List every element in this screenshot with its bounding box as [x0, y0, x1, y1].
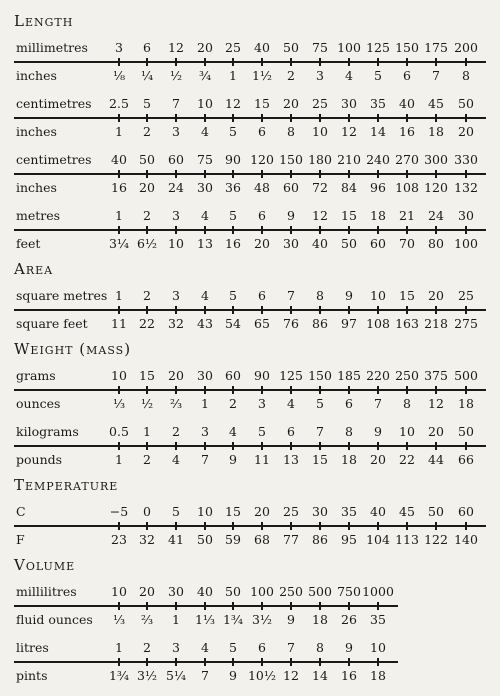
value-cell: 68 [254, 532, 270, 547]
value-cell: 125 [366, 40, 390, 55]
value-cell: 2.5 [109, 96, 129, 111]
value-cell: 48 [254, 180, 270, 195]
value-cell: 15 [341, 208, 357, 223]
value-cell: 10½ [247, 668, 277, 683]
section-heading-area: Area [14, 260, 54, 278]
value-cell: 35 [370, 612, 386, 627]
value-cell: 45 [428, 96, 444, 111]
value-cell: 2 [143, 124, 151, 139]
value-cell: 3 [258, 396, 266, 411]
value-cell: 125 [279, 368, 303, 383]
value-cell: 72 [312, 180, 328, 195]
value-cell: 163 [395, 316, 419, 331]
value-cell: 122 [424, 532, 448, 547]
value-cell: 185 [337, 368, 361, 383]
unit-label: square feet [16, 316, 88, 331]
value-cell: 7 [316, 424, 324, 439]
value-cell: 12 [225, 96, 241, 111]
value-cell: 18 [428, 124, 444, 139]
value-cell: 10 [168, 236, 184, 251]
value-cell: 50 [139, 152, 155, 167]
value-cell: 30 [197, 180, 213, 195]
unit-label: metres [16, 208, 61, 223]
value-cell: 41 [168, 532, 184, 547]
section-heading-volume: Volume [14, 556, 76, 574]
value-cell: 32 [139, 532, 155, 547]
value-cell: ⅔ [169, 396, 183, 411]
value-cell: 35 [370, 96, 386, 111]
unit-label: grams [16, 368, 56, 383]
value-cell: 1½ [251, 68, 273, 83]
value-cell: ⅓ [112, 612, 126, 627]
value-cell: ⅓ [112, 396, 126, 411]
value-cell: 30 [168, 584, 184, 599]
value-cell: 8 [403, 396, 411, 411]
value-cell: 7 [374, 396, 382, 411]
value-cell: 15 [312, 452, 328, 467]
value-cell: 1 [143, 424, 151, 439]
value-cell: 96 [370, 180, 386, 195]
value-cell: 18 [312, 612, 328, 627]
value-cell: 108 [366, 316, 390, 331]
value-cell: 30 [283, 236, 299, 251]
value-cell: 13 [283, 452, 299, 467]
value-cell: 100 [454, 236, 478, 251]
value-cell: 500 [308, 584, 332, 599]
value-cell: 8 [316, 640, 324, 655]
value-cell: 6½ [136, 236, 158, 251]
value-cell: 12 [341, 124, 357, 139]
value-cell: 40 [312, 236, 328, 251]
value-cell: 750 [337, 584, 361, 599]
value-cell: ⅛ [112, 68, 126, 83]
unit-label: centimetres [16, 96, 92, 111]
unit-label: kilograms [16, 424, 79, 439]
value-cell: 20 [254, 504, 270, 519]
value-cell: 200 [454, 40, 478, 55]
value-cell: 10 [399, 424, 415, 439]
value-cell: 18 [370, 668, 386, 683]
value-cell: 90 [225, 152, 241, 167]
value-cell: 1 [115, 640, 123, 655]
value-cell: 3½ [136, 668, 158, 683]
value-cell: 210 [337, 152, 361, 167]
value-cell: 84 [341, 180, 357, 195]
value-cell: 10 [370, 288, 386, 303]
value-cell: 7 [432, 68, 440, 83]
value-cell: 7 [287, 288, 295, 303]
value-cell: 1 [115, 124, 123, 139]
value-cell: 6 [345, 396, 353, 411]
unit-label: fluid ounces [16, 612, 93, 627]
value-cell: 60 [370, 236, 386, 251]
scale-line [14, 117, 486, 119]
value-cell: 12 [283, 668, 299, 683]
value-cell: 15 [399, 288, 415, 303]
unit-label: feet [16, 236, 41, 251]
value-cell: 50 [341, 236, 357, 251]
value-cell: 100 [250, 584, 274, 599]
value-cell: 10 [197, 96, 213, 111]
value-cell: 60 [168, 152, 184, 167]
value-cell: 14 [312, 668, 328, 683]
value-cell: 20 [370, 452, 386, 467]
value-cell: 113 [395, 532, 419, 547]
value-cell: 45 [399, 504, 415, 519]
value-cell: 25 [283, 504, 299, 519]
value-cell: 9 [229, 668, 237, 683]
section-heading-weight-mass: Weight (mass) [14, 340, 132, 358]
value-cell: 16 [111, 180, 127, 195]
value-cell: 30 [197, 368, 213, 383]
value-cell: 16 [399, 124, 415, 139]
value-cell: 140 [454, 532, 478, 547]
value-cell: 8 [287, 124, 295, 139]
value-cell: 44 [428, 452, 444, 467]
value-cell: 7 [201, 452, 209, 467]
value-cell: 4 [201, 208, 209, 223]
value-cell: 1 [172, 612, 180, 627]
value-cell: 104 [366, 532, 390, 547]
value-cell: 2 [143, 288, 151, 303]
value-cell: 2 [229, 396, 237, 411]
value-cell: 2 [172, 424, 180, 439]
value-cell: 18 [370, 208, 386, 223]
value-cell: 175 [424, 40, 448, 55]
value-cell: 1 [201, 396, 209, 411]
value-cell: 3 [172, 640, 180, 655]
value-cell: 8 [316, 288, 324, 303]
unit-label: inches [16, 68, 57, 83]
section-heading-length: Length [14, 12, 74, 30]
value-cell: 5 [229, 208, 237, 223]
value-cell: ½ [140, 396, 154, 411]
value-cell: 18 [458, 396, 474, 411]
value-cell: 1¾ [108, 668, 130, 683]
scale-line [14, 661, 398, 663]
imperial-row-pounds [0, 448, 500, 476]
value-cell: 20 [458, 124, 474, 139]
value-cell: 2 [143, 640, 151, 655]
value-cell: 50 [458, 424, 474, 439]
value-cell: 150 [279, 152, 303, 167]
section-heading-temperature: Temperature [14, 476, 119, 494]
value-cell: ½ [169, 68, 183, 83]
value-cell: 2 [143, 452, 151, 467]
imperial-row-f [0, 528, 500, 556]
value-cell: 150 [308, 368, 332, 383]
value-cell: 30 [341, 96, 357, 111]
unit-label: ounces [16, 396, 61, 411]
value-cell: 50 [458, 96, 474, 111]
value-cell: 3¼ [108, 236, 130, 251]
value-cell: 22 [399, 452, 415, 467]
unit-label: inches [16, 180, 57, 195]
value-cell: 7 [287, 640, 295, 655]
value-cell: 9 [229, 452, 237, 467]
value-cell: 330 [454, 152, 478, 167]
value-cell: 12 [312, 208, 328, 223]
value-cell: 150 [395, 40, 419, 55]
value-cell: 9 [287, 208, 295, 223]
scale-line [14, 309, 486, 311]
value-cell: 43 [197, 316, 213, 331]
value-cell: 15 [139, 368, 155, 383]
value-cell: 12 [168, 40, 184, 55]
value-cell: 120 [424, 180, 448, 195]
value-cell: 1⅓ [194, 612, 216, 627]
value-cell: 12 [428, 396, 444, 411]
value-cell: 77 [283, 532, 299, 547]
value-cell: 25 [458, 288, 474, 303]
unit-label: litres [16, 640, 49, 655]
unit-label: millimetres [16, 40, 88, 55]
value-cell: 4 [172, 452, 180, 467]
unit-label: F [16, 532, 25, 547]
value-cell: 3 [115, 40, 123, 55]
value-cell: 54 [225, 316, 241, 331]
value-cell: 23 [111, 532, 127, 547]
value-cell: 240 [366, 152, 390, 167]
value-cell: 66 [458, 452, 474, 467]
value-cell: 220 [366, 368, 390, 383]
value-cell: 10 [197, 504, 213, 519]
value-cell: 10 [111, 584, 127, 599]
value-cell: 4 [201, 288, 209, 303]
value-cell: 9 [287, 612, 295, 627]
value-cell: 20 [428, 424, 444, 439]
value-cell: ⅔ [140, 612, 154, 627]
value-cell: 86 [312, 532, 328, 547]
value-cell: 11 [111, 316, 127, 331]
value-cell: 18 [341, 452, 357, 467]
value-cell: 75 [312, 40, 328, 55]
value-cell: 7 [201, 668, 209, 683]
value-cell: 5 [172, 504, 180, 519]
value-cell: 6 [258, 640, 266, 655]
value-cell: 0 [143, 504, 151, 519]
value-cell: 16 [225, 236, 241, 251]
value-cell: 35 [341, 504, 357, 519]
value-cell: 20 [428, 288, 444, 303]
value-cell: 36 [225, 180, 241, 195]
imperial-row-pints [0, 664, 500, 692]
value-cell: 22 [139, 316, 155, 331]
value-cell: 500 [454, 368, 478, 383]
value-cell: 76 [283, 316, 299, 331]
value-cell: 60 [225, 368, 241, 383]
value-cell: 218 [424, 316, 448, 331]
value-cell: 9 [345, 640, 353, 655]
value-cell: 40 [399, 96, 415, 111]
value-cell: 6 [403, 68, 411, 83]
value-cell: 5 [258, 424, 266, 439]
value-cell: 13 [197, 236, 213, 251]
value-cell: 24 [168, 180, 184, 195]
scale-line [14, 389, 486, 391]
value-cell: 3 [172, 124, 180, 139]
value-cell: 59 [225, 532, 241, 547]
value-cell: 375 [424, 368, 448, 383]
imperial-row-ounces [0, 392, 500, 420]
value-cell: 32 [168, 316, 184, 331]
value-cell: 5 [316, 396, 324, 411]
value-cell: 8 [345, 424, 353, 439]
value-cell: 40 [111, 152, 127, 167]
value-cell: 2 [287, 68, 295, 83]
value-cell: 300 [424, 152, 448, 167]
value-cell: 10 [370, 640, 386, 655]
value-cell: 60 [283, 180, 299, 195]
value-cell: 40 [197, 584, 213, 599]
value-cell: 11 [254, 452, 270, 467]
value-cell: 1000 [362, 584, 394, 599]
value-cell: 120 [250, 152, 274, 167]
value-cell: 95 [341, 532, 357, 547]
value-cell: 20 [254, 236, 270, 251]
value-cell: 70 [399, 236, 415, 251]
imperial-row-inches [0, 176, 500, 204]
value-cell: 132 [454, 180, 478, 195]
unit-label: millilitres [16, 584, 77, 599]
unit-label: pounds [16, 452, 63, 467]
value-cell: 7 [172, 96, 180, 111]
scale-line [14, 173, 486, 175]
value-cell: 24 [428, 208, 444, 223]
value-cell: 20 [168, 368, 184, 383]
unit-label: pints [16, 668, 48, 683]
value-cell: 60 [458, 504, 474, 519]
value-cell: 250 [395, 368, 419, 383]
value-cell: 14 [370, 124, 386, 139]
value-cell: 3 [316, 68, 324, 83]
value-cell: 80 [428, 236, 444, 251]
value-cell: ¾ [198, 68, 212, 83]
scale-line [14, 605, 398, 607]
value-cell: 65 [254, 316, 270, 331]
value-cell: 4 [287, 396, 295, 411]
value-cell: 25 [225, 40, 241, 55]
value-cell: 3 [172, 208, 180, 223]
value-cell: 10 [111, 368, 127, 383]
value-cell: 5 [374, 68, 382, 83]
value-cell: 9 [345, 288, 353, 303]
unit-label: centimetres [16, 152, 92, 167]
value-cell: 1 [115, 208, 123, 223]
value-cell: 3 [172, 288, 180, 303]
imperial-row-feet [0, 232, 500, 260]
value-cell: 5 [229, 640, 237, 655]
value-cell: 1 [115, 452, 123, 467]
value-cell: 90 [254, 368, 270, 383]
value-cell: 3½ [251, 612, 273, 627]
value-cell: 50 [197, 532, 213, 547]
value-cell: 2 [143, 208, 151, 223]
value-cell: 180 [308, 152, 332, 167]
value-cell: 16 [341, 668, 357, 683]
value-cell: 75 [197, 152, 213, 167]
value-cell: 0.5 [109, 424, 129, 439]
imperial-row-square-feet [0, 312, 500, 340]
value-cell: 30 [312, 504, 328, 519]
value-cell: 5 [229, 124, 237, 139]
value-cell: 250 [279, 584, 303, 599]
value-cell: 40 [370, 504, 386, 519]
value-cell: 15 [254, 96, 270, 111]
unit-label: square metres [16, 288, 108, 303]
value-cell: 100 [337, 40, 361, 55]
value-cell: 26 [341, 612, 357, 627]
value-cell: 1 [115, 288, 123, 303]
value-cell: 270 [395, 152, 419, 167]
value-cell: 20 [139, 584, 155, 599]
value-cell: 50 [428, 504, 444, 519]
value-cell: 4 [345, 68, 353, 83]
scale-line [14, 61, 486, 63]
value-cell: 9 [374, 424, 382, 439]
value-cell: 8 [462, 68, 470, 83]
value-cell: 6 [258, 124, 266, 139]
value-cell: 20 [283, 96, 299, 111]
value-cell: 4 [201, 124, 209, 139]
value-cell: 6 [258, 288, 266, 303]
value-cell: −5 [109, 504, 129, 519]
value-cell: 4 [201, 640, 209, 655]
value-cell: 5 [143, 96, 151, 111]
value-cell: 3 [201, 424, 209, 439]
value-cell: 15 [225, 504, 241, 519]
value-cell: 5 [229, 288, 237, 303]
value-cell: 20 [197, 40, 213, 55]
scale-line [14, 445, 486, 447]
scale-line [14, 229, 486, 231]
unit-label: inches [16, 124, 57, 139]
unit-label: C [16, 504, 26, 519]
value-cell: 40 [254, 40, 270, 55]
value-cell: 6 [287, 424, 295, 439]
value-cell: 10 [312, 124, 328, 139]
value-cell: 5¼ [165, 668, 187, 683]
imperial-row-inches [0, 120, 500, 148]
value-cell: 21 [399, 208, 415, 223]
value-cell: 6 [258, 208, 266, 223]
value-cell: 30 [458, 208, 474, 223]
value-cell: 86 [312, 316, 328, 331]
scale-line [14, 525, 486, 527]
value-cell: 1 [229, 68, 237, 83]
value-cell: ¼ [140, 68, 154, 83]
value-cell: 1¾ [222, 612, 244, 627]
imperial-row-fluid-ounces [0, 608, 500, 636]
value-cell: 6 [143, 40, 151, 55]
value-cell: 275 [454, 316, 478, 331]
value-cell: 4 [229, 424, 237, 439]
imperial-row-inches [0, 64, 500, 92]
value-cell: 108 [395, 180, 419, 195]
value-cell: 25 [312, 96, 328, 111]
value-cell: 97 [341, 316, 357, 331]
value-cell: 50 [225, 584, 241, 599]
value-cell: 20 [139, 180, 155, 195]
value-cell: 50 [283, 40, 299, 55]
